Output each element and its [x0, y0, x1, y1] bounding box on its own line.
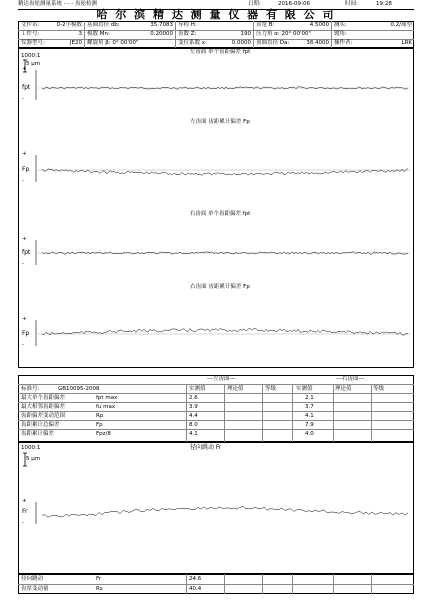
header-value: JE20 — [69, 40, 82, 46]
minus-sign: - — [22, 178, 24, 184]
table-rule — [18, 584, 414, 585]
plus-sign: + — [22, 236, 27, 242]
unit-label: 5 μm — [26, 61, 41, 67]
column-header: 理论值 — [227, 386, 244, 392]
left-measured-value: 8.0 — [189, 422, 198, 428]
right-measured-value: 4.1 — [305, 413, 314, 419]
header-label: 镀角: — [334, 31, 347, 37]
header-label: 齿宽 B: — [256, 22, 275, 28]
date-label: 日期: — [248, 1, 261, 7]
result-name: 齿距累计偏差 — [21, 431, 55, 437]
minus-sign: - — [22, 342, 24, 348]
table-rule — [18, 429, 414, 430]
bottom-row-value: 40.4 — [189, 586, 202, 592]
result-symbol: Fpz/8 — [96, 431, 111, 437]
left-measured-value: 3.9 — [189, 404, 198, 410]
header-value: 0-2小模数 — [56, 22, 82, 28]
header-label: 螺旋角 β: 0° 00'00" — [87, 40, 139, 46]
header-value: 35.7083 — [150, 22, 173, 28]
left-measured-value: 2.6 — [189, 395, 198, 401]
axis-label: Fp — [22, 330, 30, 337]
runout-title: 径向跳动 Fr — [190, 444, 222, 451]
runout-unit-label: 5 μm — [26, 456, 41, 462]
runout-trace — [42, 492, 412, 532]
minus-sign: - — [22, 520, 24, 526]
table-rule — [18, 393, 414, 394]
runout-scale-label: 1000:1 — [21, 445, 41, 451]
chart-trace — [42, 233, 412, 273]
left-flank-header: ---左齿面--- — [207, 376, 236, 382]
minus-sign: - — [22, 96, 24, 102]
result-name: 齿距偏差变动范围 — [21, 413, 66, 419]
header-label: 顶圆直径 Da: — [256, 40, 290, 46]
table-divider — [224, 574, 225, 594]
column-header: 等级 — [373, 386, 385, 392]
right-measured-value: 3.7 — [305, 404, 314, 410]
bottom-row-symbol: Rs — [96, 586, 103, 592]
header-label: 导程 H: — [178, 22, 197, 28]
plus-sign: + — [22, 151, 27, 157]
header-value: 0.2/球型 — [390, 22, 412, 28]
table-divider — [262, 574, 263, 594]
result-symbol: fu max — [96, 404, 116, 410]
header-value: 38.4000 — [306, 40, 329, 46]
column-header: 理论值 — [335, 386, 352, 392]
axis-label: fpt — [22, 249, 31, 256]
axis-label: fpt — [22, 84, 31, 91]
right-measured-value: 2.1 — [305, 395, 314, 401]
standard-value: GB10095-2008 — [58, 386, 100, 392]
chart-title: 右齿面 单个齿距偏差 fpt — [189, 211, 251, 217]
header-label: 变位系数 x: — [178, 40, 207, 46]
chart-trace — [42, 314, 412, 354]
app-title: 精达齿轮测量系统 - - - 齿轮检测 — [18, 1, 97, 7]
header-label: 模数 Mn: — [87, 31, 110, 37]
header-value: LRK — [401, 40, 412, 46]
chart-trace — [42, 150, 412, 190]
header-value: 3 — [78, 31, 82, 37]
table-divider — [371, 574, 372, 594]
chart-title: 右齿面 齿距累计偏差 Fp — [190, 284, 250, 290]
time-value: 19:28 — [376, 1, 392, 7]
standard-label: 标准号: — [21, 386, 40, 392]
bottom-row-symbol: Fr — [96, 576, 102, 582]
result-name: 齿距累计总偏差 — [21, 422, 60, 428]
header-label: 文件名: — [21, 22, 40, 28]
header-value: 0.0000 — [231, 40, 251, 46]
header-value: 190 — [240, 31, 251, 37]
header-label: 仪器型号: — [21, 40, 45, 46]
table-divider — [292, 574, 293, 594]
header-label: 操作者: — [334, 40, 353, 46]
result-symbol: Rp — [96, 413, 104, 419]
result-symbol: fpt max — [96, 395, 118, 401]
plus-sign: + — [22, 66, 27, 72]
header-label: 基圆直径 db: — [87, 22, 120, 28]
table-rule — [18, 420, 414, 421]
right-measured-value: 4.0 — [305, 431, 314, 437]
minus-sign: - — [22, 261, 24, 267]
date-value: 2016-09-06 — [278, 1, 310, 7]
header-label: 齿数 Z: — [178, 31, 197, 37]
bottom-row-value: 24.6 — [189, 576, 202, 582]
runout-scale-bar-icon — [22, 453, 28, 467]
table-rule — [18, 402, 414, 403]
header-value: 4.5000 — [309, 22, 329, 28]
scale-label: 1000:1 — [21, 53, 41, 59]
plus-sign: + — [22, 316, 27, 322]
axis-label: Fp — [22, 166, 30, 173]
column-header: 实测值 — [189, 386, 206, 392]
table-divider — [186, 574, 187, 594]
left-measured-value: 4.1 — [189, 431, 198, 437]
time-label: 时间: — [345, 1, 358, 7]
bottom-row-name: 径向跳动 — [21, 576, 44, 582]
chart-title: 左齿面 单个齿距偏差 fpt — [189, 49, 251, 55]
left-measured-value: 4.4 — [189, 413, 198, 419]
column-header: 实测值 — [296, 386, 313, 392]
axis-label: Fr — [22, 508, 28, 515]
column-header: 等级 — [265, 386, 277, 392]
chart-title: 左齿面 齿距累计偏差 Fp — [190, 119, 250, 125]
table-rule — [18, 384, 414, 385]
right-flank-header: ---右齿面--- — [336, 376, 365, 382]
result-name: 最大相邻齿距偏差 — [21, 404, 66, 410]
plus-sign: + — [22, 498, 27, 504]
table-divider — [333, 574, 334, 594]
chart-trace — [42, 68, 412, 108]
result-symbol: Fp — [96, 422, 103, 428]
table-rule — [18, 411, 414, 412]
header-value: 0.20000 — [150, 31, 173, 37]
header-label: 压力角 α: 20° 00'00" — [256, 31, 312, 37]
header-label: 工件号: — [21, 31, 40, 37]
company-title: 哈 尔 滨 精 达 测 量 仪 器 有 限 公 司 — [96, 8, 336, 21]
result-name: 最大单个齿距偏差 — [21, 395, 66, 401]
bottom-row-name: 齿厚变动量 — [21, 586, 49, 592]
right-measured-value: 7.9 — [305, 422, 314, 428]
header-label: 测头: — [334, 22, 347, 28]
